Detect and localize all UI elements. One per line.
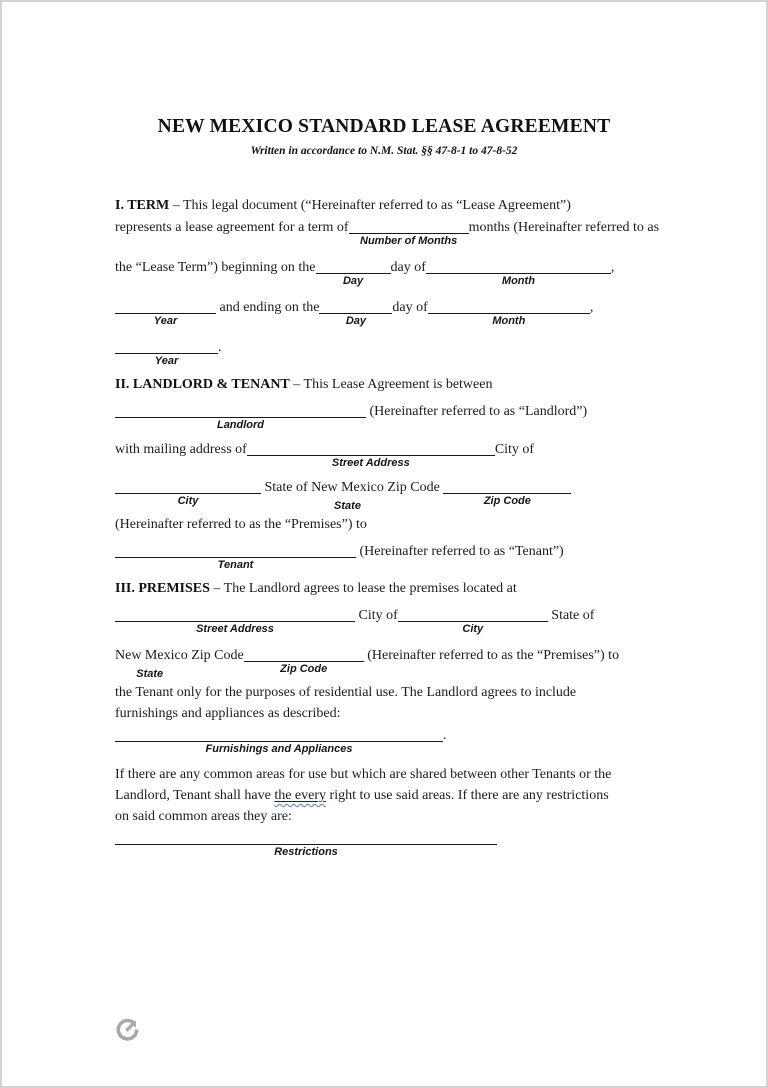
document-subtitle: Written in accordance to N.M. Stat. §§ 47-8-1 to 47-8-52 <box>250 145 518 157</box>
text-run: Zip Code <box>383 480 444 495</box>
premises-paragraph-2-line-1 <box>115 764 675 785</box>
premises-paragraph-1-line-1 <box>115 682 675 703</box>
text-run: – This Lease Agreement is between <box>289 377 493 392</box>
field-label-month: Month <box>501 275 535 287</box>
blank-landlord-name <box>115 403 366 431</box>
premises-line-1 <box>115 604 675 635</box>
premises-line-2 <box>115 644 675 680</box>
text-run: New Mexico <box>311 480 384 495</box>
landlord-line-5 <box>115 540 675 571</box>
document-title: NEW MEXICO STANDARD LEASE AGREEMENT <box>157 116 611 137</box>
blank-furnishings-appliances <box>115 727 443 755</box>
field-label-year: Year <box>154 355 179 367</box>
labeled-state-text <box>115 645 244 680</box>
labeled-state-text <box>311 477 384 512</box>
grammar-flagged-text <box>274 788 326 803</box>
field-label-tenant: Tenant <box>217 559 254 571</box>
field-label-day: Day <box>345 315 367 327</box>
field-label-state: State <box>136 668 164 680</box>
field-label-year: Year <box>153 315 178 327</box>
term-line-1 <box>115 195 675 216</box>
blank-landlord-city <box>115 479 261 507</box>
blank-landlord-zip-code <box>443 479 571 507</box>
landlord-line-3 <box>115 476 675 512</box>
section-heading-premises: III. PREMISES <box>115 581 210 596</box>
underlined-text: the every <box>274 788 327 803</box>
refresh-icon[interactable] <box>114 1016 141 1043</box>
blank-restrictions <box>115 830 497 858</box>
text-run: and ending on the <box>216 300 320 315</box>
term-line-2 <box>115 216 675 247</box>
premises-restrictions-line <box>115 827 675 858</box>
section-heading-term: I. TERM <box>115 198 170 213</box>
text-run: day of <box>392 300 428 315</box>
field-label-landlord: Landlord <box>216 419 265 431</box>
text-run: , <box>589 300 594 315</box>
blank-end-day <box>319 299 392 327</box>
text-run: , <box>610 260 615 275</box>
text-run: – This legal document (“Hereinafter referred to as “Lease Agreement”) <box>169 198 571 213</box>
text-run: (Hereinafter referred to as “Tenant”) <box>356 544 564 559</box>
text-run: City of <box>494 442 535 457</box>
text-run: months (Hereinafter referred to as <box>468 220 660 235</box>
blank-begin-day <box>316 259 391 287</box>
text-run: New Mexico Zip Code <box>115 648 244 663</box>
field-label-zip-code: Zip Code <box>280 663 328 675</box>
landlord-line-4 <box>115 514 675 535</box>
blank-begin-month <box>426 259 611 287</box>
field-label-street-address: Street Address <box>331 457 410 469</box>
blank-premises-street-address <box>115 607 355 635</box>
document-body <box>2 195 675 858</box>
text-run: Landlord, Tenant shall have <box>115 788 275 803</box>
blank-tenant-name <box>115 543 356 571</box>
text-run: If there are any common areas for use but which are shared between other Tenants or the <box>115 767 612 782</box>
text-run: City of <box>355 608 398 623</box>
blank-begin-year <box>115 299 216 327</box>
text-run: (Hereinafter referred to as the “Premises”) to <box>115 517 367 532</box>
landlord-line-1 <box>115 400 675 431</box>
text-run: . <box>443 728 447 743</box>
field-label-furnishings-appliances: Furnishings and Appliances <box>205 743 353 755</box>
field-label-city: City <box>462 623 484 635</box>
premises-paragraph-1-line-2 <box>115 703 675 724</box>
blank-landlord-street-address <box>247 441 495 469</box>
text-run: day of <box>390 260 426 275</box>
premises-paragraph-2-line-2 <box>115 785 675 806</box>
text-run: the Tenant only for the purposes of residential use. The Landlord agrees to include <box>115 685 577 700</box>
text-run: (Hereinafter referred to as “Landlord”) <box>366 404 588 419</box>
field-label-month: Month <box>492 315 526 327</box>
blank-premises-city <box>398 607 548 635</box>
text-run: State of <box>261 480 312 495</box>
premises-paragraph-2-line-3 <box>115 806 675 827</box>
blank-premises-zip-code <box>244 647 364 675</box>
field-label-restrictions: Restrictions <box>274 846 338 858</box>
field-label-number-of-months: Number of Months <box>360 235 458 247</box>
term-line-5 <box>115 336 675 367</box>
text-run: (Hereinafter referred to as the “Premises”) to <box>363 648 620 663</box>
blank-number-of-months <box>349 219 469 247</box>
premises-furnishings-line <box>115 724 675 755</box>
landlord-heading-line <box>115 374 675 395</box>
text-run: right to use said areas. If there are any restrictions <box>326 788 609 803</box>
field-label-street-address: Street Address <box>196 623 274 635</box>
text-run: furnishings and appliances as described: <box>115 706 341 721</box>
field-label-day: Day <box>342 275 364 287</box>
term-line-3 <box>115 256 675 287</box>
section-heading-landlord-tenant: II. LANDLORD & TENANT <box>115 377 290 392</box>
text-run: with mailing address of <box>115 442 247 457</box>
landlord-line-2 <box>115 438 675 469</box>
text-run: on said common areas they are: <box>115 809 292 824</box>
field-label-state: State <box>334 500 361 512</box>
text-run: the “Lease Term”) beginning on the <box>115 260 316 275</box>
premises-heading-line <box>115 578 675 599</box>
refresh-icon-glyph <box>114 1016 141 1043</box>
blank-end-year <box>115 339 218 367</box>
field-label-zip-code: Zip Code <box>483 495 531 507</box>
term-line-4 <box>115 296 675 327</box>
blank-end-month <box>428 299 590 327</box>
text-run: State of <box>547 608 595 623</box>
text-run: represents a lease agreement for a term of <box>115 220 349 235</box>
text-run: . <box>218 340 222 355</box>
field-label-city: City <box>177 495 199 507</box>
text-run: – The Landlord agrees to lease the premises located at <box>209 581 517 596</box>
